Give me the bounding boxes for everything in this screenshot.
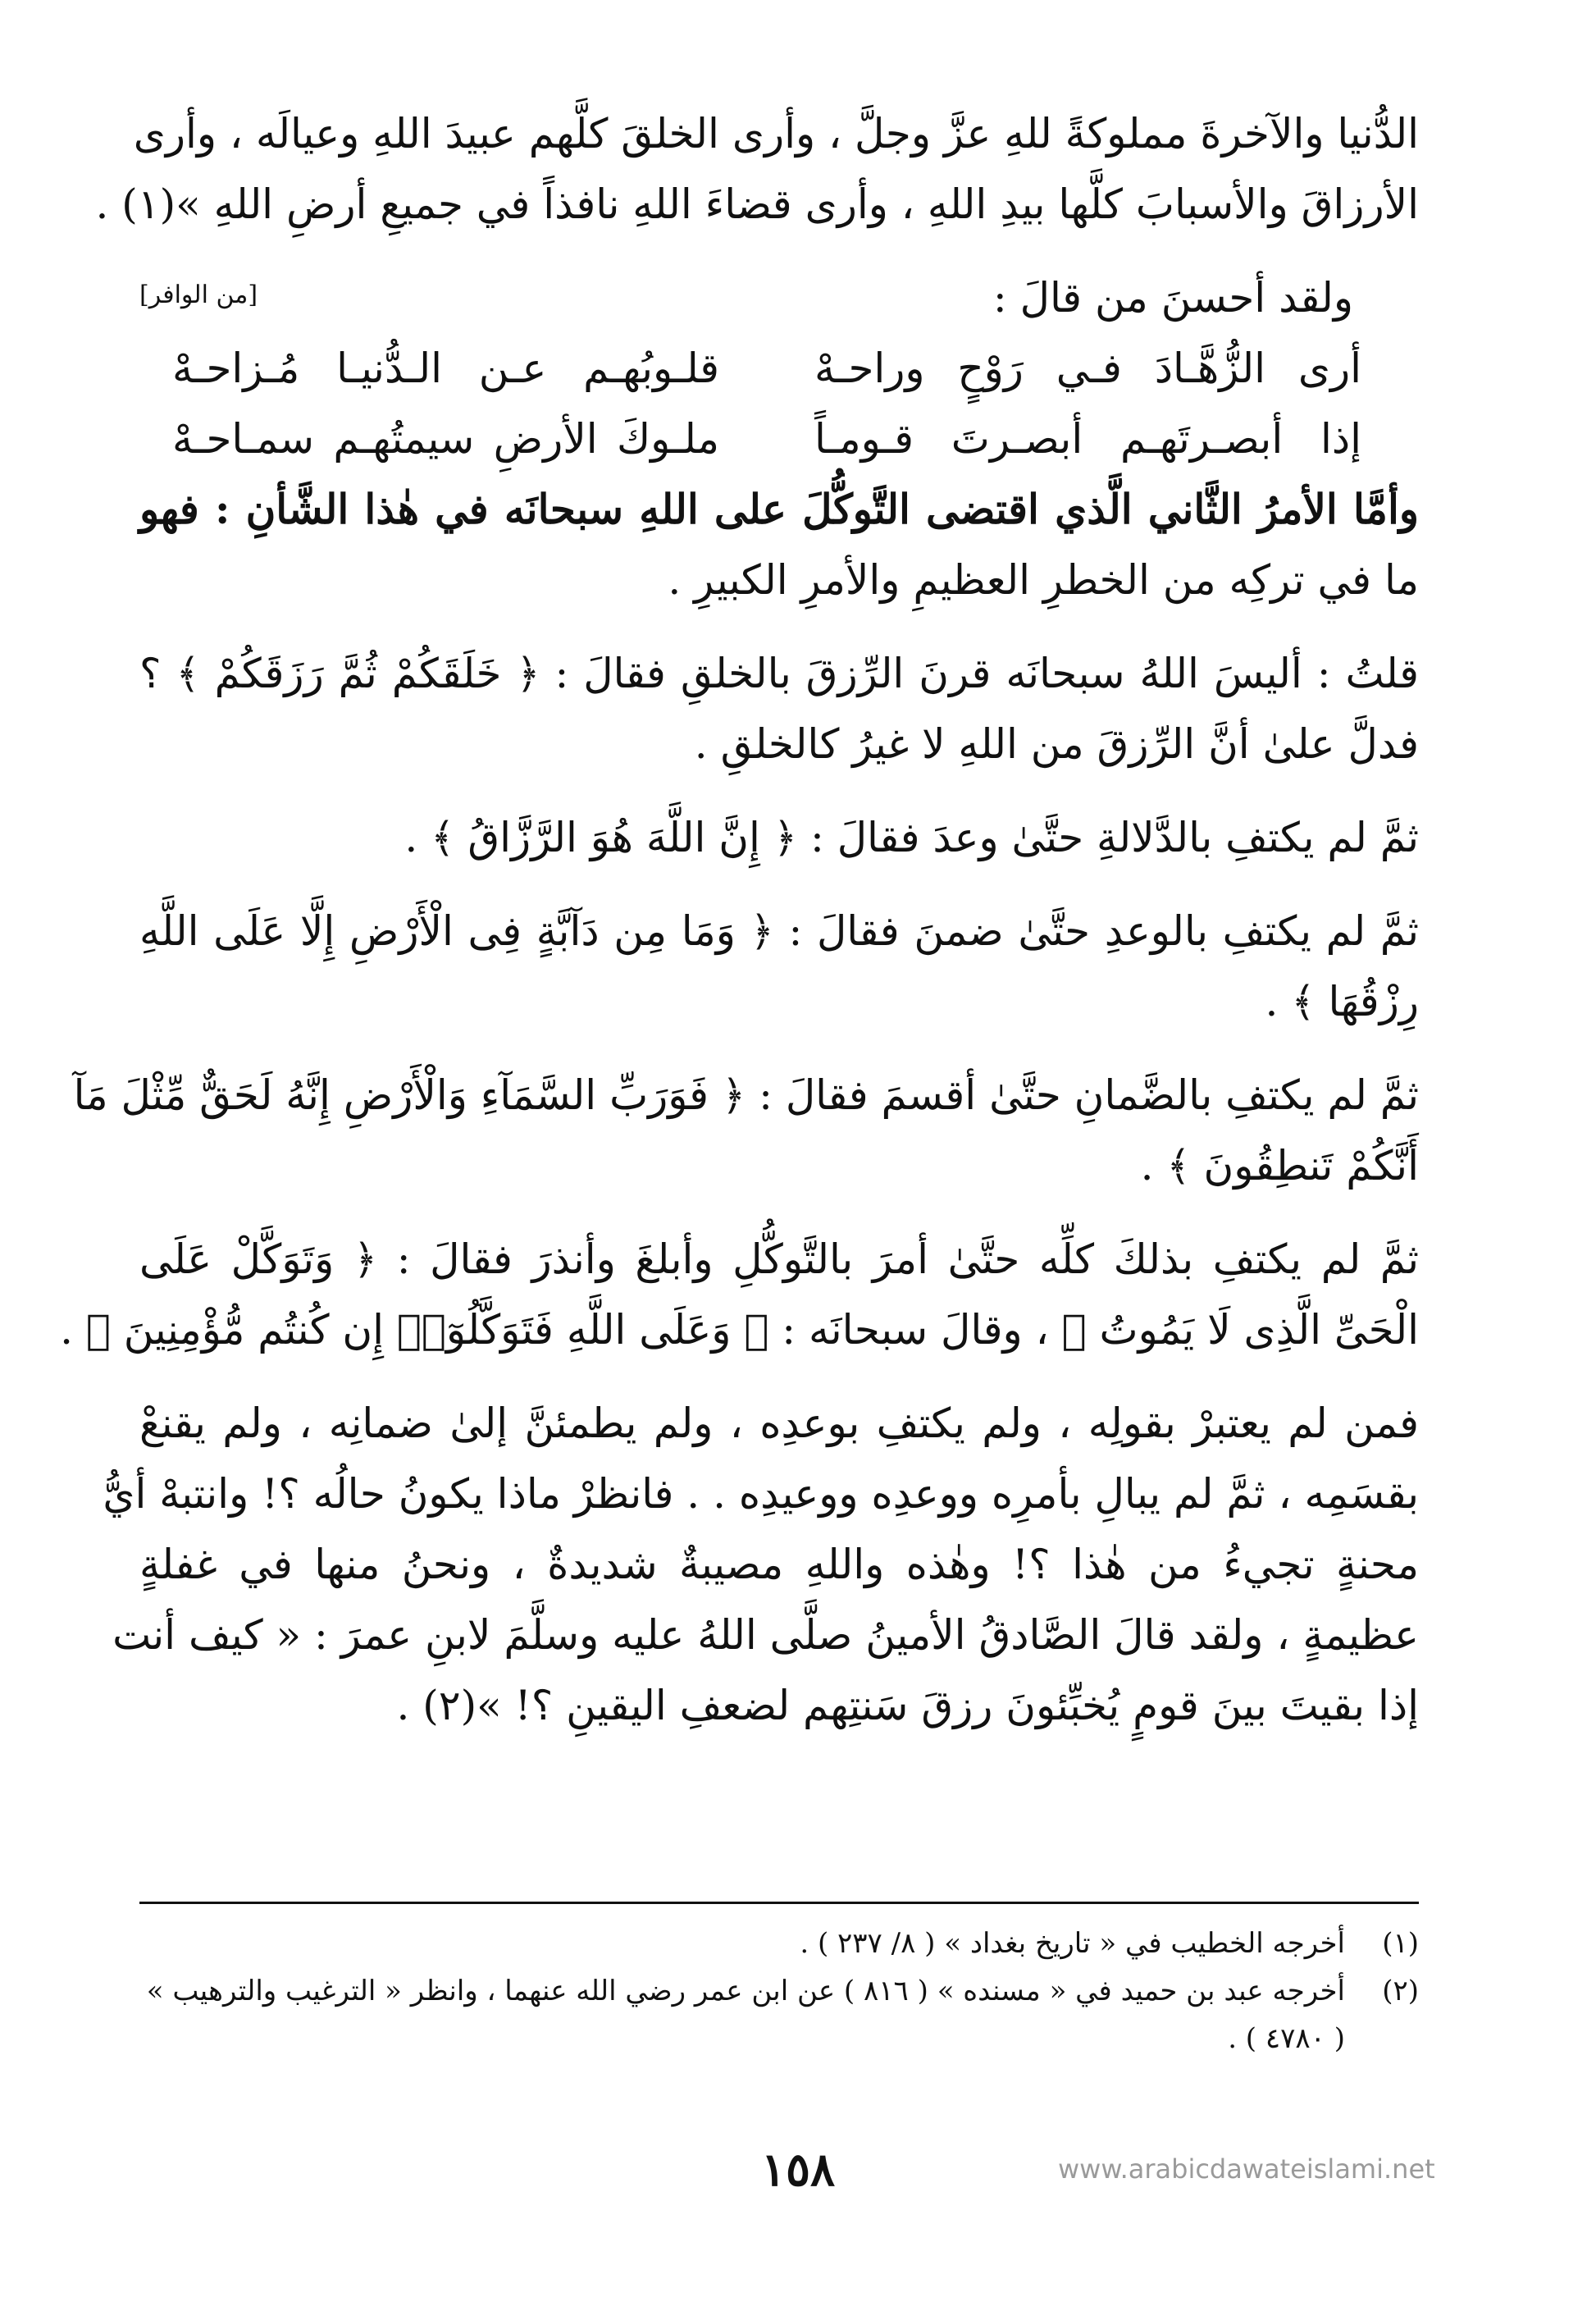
- footnote-text: أخرجه عبد بن حميد في « مسنده » ( ٨١٦ ) عن ابن عمر رضي الله عنهما ، وانظر « الترغيب والترهيب » ( ٤٧٨٠ ) .: [146, 1975, 1345, 2055]
- text-line: محنةٍ تجيءُ من هٰذا ؟! وهٰذه واللهِ مصيبةٌ شديدةٌ ، ونحنُ منها في غفلةٍ: [139, 1541, 1419, 1588]
- text-line: ثمَّ لم يكتفِ بالوعدِ حتَّىٰ ضمنَ فقالَ : ﴿ وَمَا مِن دَآبَّةٍ فِى الْأَرْضِ إِلَّا عَلَى اللَّهِ: [139, 907, 1419, 955]
- watermark: www.arabicdawateislami.net: [1058, 2153, 1435, 2185]
- poem-intro-row: [139, 263, 1419, 333]
- text-line: الأرزاقَ والأسبابَ كلَّها بيدِ اللهِ ، وأرى قضاءَ اللهِ نافذاً في جميعِ أرضِ اللهِ »(١) .: [95, 180, 1419, 228]
- footnote-divider: [139, 1902, 1419, 1904]
- text-line: ثمَّ لم يكتفِ بالضَّمانِ حتَّىٰ أقسمَ فقالَ : ﴿ فَوَرَبِّ السَّمَآءِ وَالْأَرْضِ إِنَّهُ لَحَقٌّ مِّثْلَ مَآ: [73, 1071, 1419, 1119]
- text-line: بقسَمِه ، ثمَّ لم يبالِ بأمرِه ووعدِه ووعيدِه . . فانظرْ ماذا يكونُ حالُه ؟! وانتبهْ أيُّ: [103, 1470, 1419, 1518]
- text-line: فدلَّ علىٰ أنَّ الرِّزقَ من اللهِ لا غيرُ كالخلقِ .: [694, 720, 1419, 768]
- footnote-text: أخرجه الخطيب في « تاريخ بغداد » ( ٨/ ٢٣٧ ) .: [800, 1927, 1345, 1960]
- hemistich-second: ملـوكَ الأرضِ سيمتُهـم سمـاحـهْ: [172, 415, 719, 463]
- text-line: الْحَىِّ الَّذِى لَا يَمُوتُ ﴾ ، وقالَ سبحانَه : ﴿ وَعَلَى اللَّهِ فَتَوَكَّلُوٓا۟ إِن كُنتُم مُّؤْمِنِينَ ﴾ .: [60, 1306, 1419, 1354]
- text-line: عظيمةٍ ، ولقد قالَ الصَّادقُ الأمينُ صلَّى اللهُ عليه وسلَّمَ لابنِ عمرَ : « كيف أنت: [112, 1611, 1419, 1659]
- poem-verse: [139, 333, 1419, 404]
- footnote: [139, 1967, 1419, 2062]
- footnote-number: (١): [1382, 1927, 1419, 1960]
- footnote: [139, 1920, 1419, 1967]
- main-text: [60, 98, 1419, 1741]
- text-line: وأمَّا الأمرُ الثَّاني الَّذي اقتضى التَّوكُّلَ على اللهِ سبحانَه في هٰذا الشَّأنِ : فهو: [139, 485, 1419, 533]
- poem-verse: [139, 404, 1419, 474]
- hemistich-first: إذا أبصـرتَهـم أبصـرتَ قـومـاً: [814, 415, 1361, 463]
- page-number: ١٥٨: [760, 2143, 836, 2197]
- text-line: ما في تركِه من الخطرِ العظيمِ والأمرِ الكبيرِ .: [668, 556, 1419, 604]
- text-line: فمن لم يعتبرْ بقولِه ، ولم يكتفِ بوعدِه ، ولم يطمئنَّ إلىٰ ضمانِه ، ولم يقنعْ: [139, 1400, 1419, 1447]
- hemistich-first: أرى الزُّهَّـادَ فـي رَوْحٍ وراحـهْ: [814, 345, 1361, 392]
- hemistich-second: قلـوبُهـم عـن الـدُّنيـا مُـزاحـهْ: [172, 345, 719, 392]
- text-line: إذا بقيتَ بينَ قومٍ يُخبِّئونَ رزقَ سَنتِهم لضعفِ اليقينِ ؟! »(٢) .: [396, 1682, 1419, 1729]
- text-line: رِزْقُهَا ﴾ .: [1265, 978, 1419, 1025]
- text-line: قلتُ : أليسَ اللهُ سبحانَه قرنَ الرِّزقَ بالخلقِ فقالَ : ﴿ خَلَقَكُمْ ثُمَّ رَزَقَكُمْ ﴾ ؟: [139, 650, 1419, 697]
- poem-intro: ولقد أحسنَ من قالَ :: [992, 274, 1353, 322]
- text-line: ثمَّ لم يكتفِ بالدَّلالةِ حتَّىٰ وعدَ فقالَ : ﴿ إِنَّ اللَّهَ هُوَ الرَّزَّاقُ ﴾ .: [404, 814, 1419, 861]
- text-line: ثمَّ لم يكتفِ بذلكَ كلِّه حتَّىٰ أمرَ بالتَّوكُّلِ وأبلغَ وأنذرَ فقالَ : ﴿ وَتَوَكَّلْ عَلَى: [139, 1235, 1419, 1283]
- poem-meter-label: [من الوافر]: [139, 281, 258, 309]
- footnotes: [139, 1920, 1419, 2062]
- footnote-number: (٢): [1382, 1975, 1419, 2007]
- text-line: أَنَّكُمْ تَنطِقُونَ ﴾ .: [1140, 1142, 1419, 1190]
- text-line: الدُّنيا والآخرةَ مملوكةً للهِ عزَّ وجلَّ ، وأرى الخلقَ كلَّهم عبيدَ اللهِ وعيالَه ، وأرى: [133, 110, 1419, 158]
